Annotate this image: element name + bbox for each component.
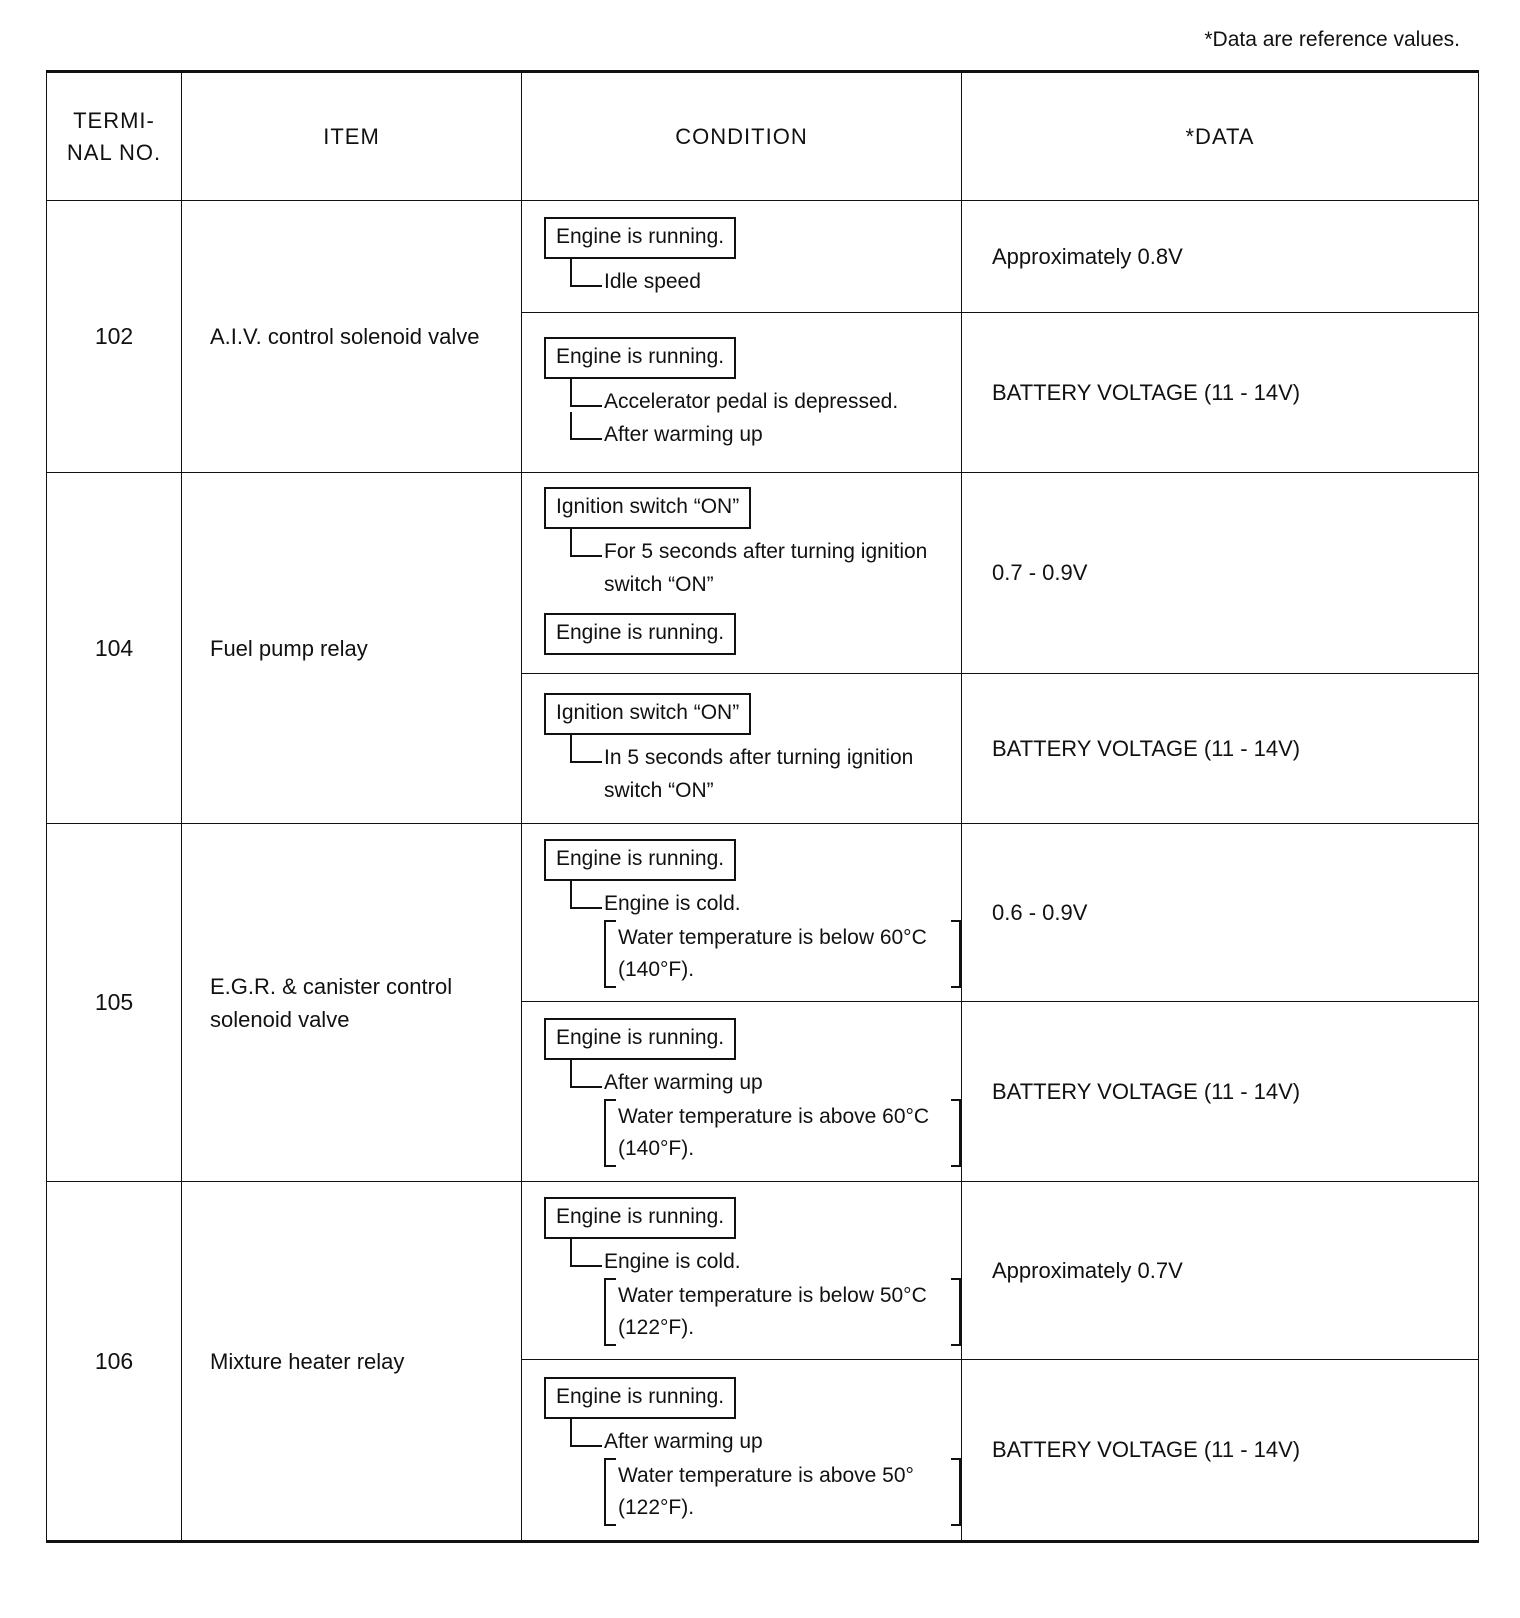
data-value: 0.7 - 0.9V [962,473,1479,674]
condition-box: Engine is running. [544,217,736,259]
item-name: E.G.R. & canister control solenoid valve [182,824,522,1182]
table-row [47,473,1479,674]
terminal-number: 102 [47,201,182,473]
terminal-number: 105 [47,824,182,1182]
condition-cell [522,824,962,1002]
terminal-number: 104 [47,473,182,824]
condition-bracket: Water temperature is below 50°C (122°F). [604,1278,961,1346]
data-value: BATTERY VOLTAGE (11 - 14V) [962,313,1479,473]
condition-box: Engine is running. [544,1197,736,1239]
condition-bracket: Water temperature is above 50° (122°F). [604,1458,961,1526]
header-row [47,72,1479,201]
header-condition: CONDITION [522,72,962,201]
condition-box: Engine is running. [544,613,736,655]
condition-box: Ignition switch “ON” [544,487,751,529]
data-value: BATTERY VOLTAGE (11 - 14V) [962,674,1479,824]
data-value: Approximately 0.7V [962,1182,1479,1360]
table-row [47,1182,1479,1360]
condition-sub: For 5 seconds after turning ignition switch “ON” [570,535,961,601]
terminal-data-table [46,70,1479,1543]
data-value: Approximately 0.8V [962,201,1479,313]
item-name: Mixture heater relay [182,1182,522,1542]
condition-cell [522,1002,962,1182]
condition-cell [522,1182,962,1360]
data-value: BATTERY VOLTAGE (11 - 14V) [962,1002,1479,1182]
condition-bracket: Water temperature is below 60°C (140°F). [604,920,961,988]
table-row [47,201,1479,313]
item-name: A.I.V. control solenoid valve [182,201,522,473]
condition-cell [522,313,962,473]
condition-sub: After warming up [570,1066,961,1099]
condition-sub: Idle speed [570,265,961,298]
condition-sub: Engine is cold. [570,1245,961,1278]
condition-sub: After warming up [570,418,961,451]
condition-sub: Accelerator pedal is depressed. [570,385,961,418]
condition-box: Ignition switch “ON” [544,693,751,735]
terminal-number: 106 [47,1182,182,1542]
data-value: BATTERY VOLTAGE (11 - 14V) [962,1360,1479,1542]
condition-cell [522,674,962,824]
header-data: *DATA [962,72,1479,201]
condition-box: Engine is running. [544,1377,736,1419]
condition-sub: After warming up [570,1425,961,1458]
header-terminal: TERMI- NAL NO. [47,72,182,201]
condition-cell [522,473,962,674]
item-name: Fuel pump relay [182,473,522,824]
reference-note: *Data are reference values. [1204,28,1460,51]
header-item: ITEM [182,72,522,201]
condition-sub: In 5 seconds after turning ignition switch “ON” [570,741,961,807]
condition-bracket: Water temperature is above 60°C (140°F). [604,1099,961,1167]
condition-box: Engine is running. [544,839,736,881]
condition-sub: Engine is cold. [570,887,961,920]
table-row [47,824,1479,1002]
condition-cell [522,201,962,313]
data-value: 0.6 - 0.9V [962,824,1479,1002]
condition-box: Engine is running. [544,1018,736,1060]
condition-box: Engine is running. [544,337,736,379]
condition-cell [522,1360,962,1542]
